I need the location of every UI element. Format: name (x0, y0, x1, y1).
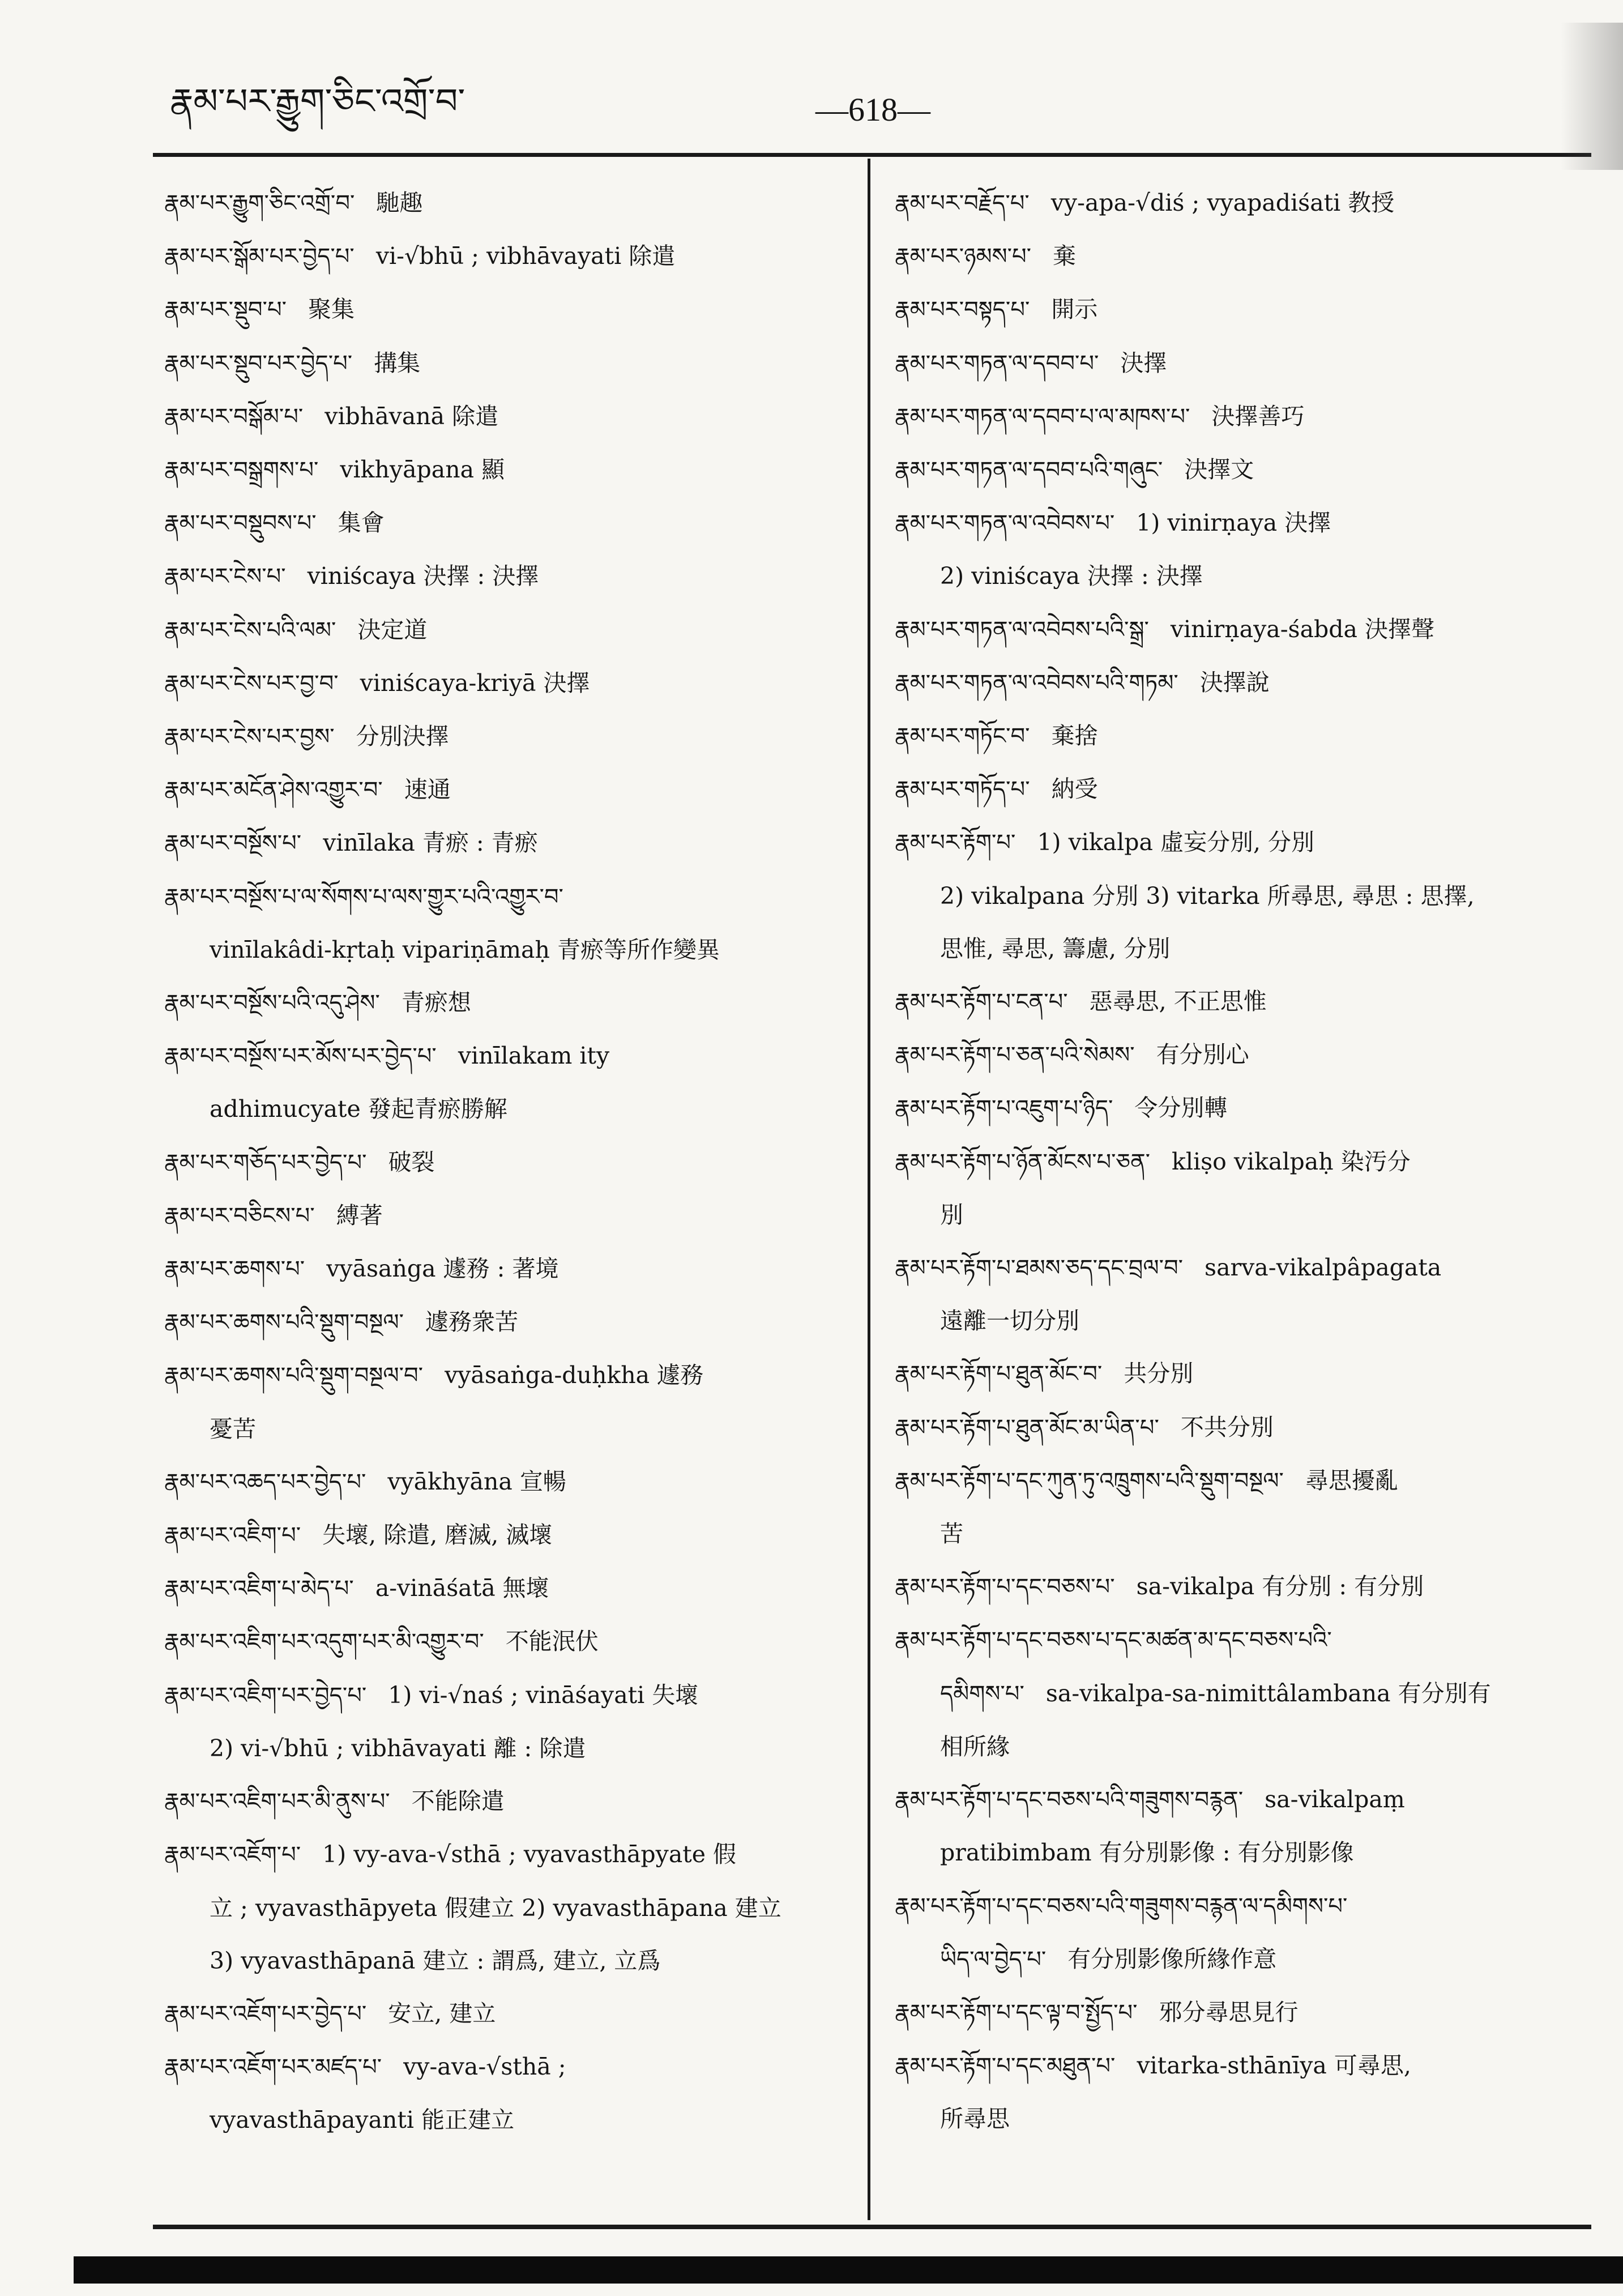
dictionary-entry (164, 1456, 855, 1509)
entry-gloss: 分別決擇 (356, 723, 449, 750)
entry-continuation-line (895, 923, 1591, 975)
entry-gloss: 2) viniścaya 決擇 : 決擇 (940, 562, 1203, 590)
dictionary-entry (895, 1880, 1591, 1933)
tibetan-headword: རྣམ་པར་འཇོག་པ་ (164, 1842, 301, 1868)
entry-gloss: a-vināśatā 無壞 (375, 1574, 549, 1602)
tibetan-headword: རྣམ་པར་བསྔོས་པ་ལ་སོགས་པ་ལས་གྱུར་པའི་འགྱུར་བ་ (164, 884, 563, 910)
entry-gloss: pratibimbam 有分別影像 : 有分別影像 (940, 1839, 1354, 1867)
entry-gloss: vy-apa-√diś ; vyapadiśati 教授 (1050, 189, 1395, 216)
entry-continuation-line (895, 550, 1591, 603)
entry-continuation-line (164, 1722, 855, 1775)
tibetan-headword: རྣམ་པར་རྟོག་པ་དང་མཐུན་པ་ (895, 2053, 1116, 2080)
entry-gloss: vyāsaṅga-duḥkha 遽務 (445, 1362, 704, 1389)
entry-gloss: vikhyāpana 顯 (340, 456, 505, 484)
dictionary-entry (164, 1349, 855, 1402)
entry-gloss: 苦 (940, 1520, 963, 1548)
dictionary-entry (164, 817, 855, 870)
entry-gloss: 1) vy-ava-√sthā ; vyavasthāpyate 假 (322, 1841, 737, 1868)
tibetan-headword: དམིགས་པ་ (940, 1680, 1024, 1707)
tibetan-headword: རྣམ་པར་རྟོག་པ་དང་ལྟ་བ་སྤྱོད་པ་ (895, 1999, 1138, 2026)
tibetan-headword: རྣམ་པར་འཇོག་པར་བྱེད་པ་ (164, 2000, 367, 2027)
entry-gloss: vy-ava-√sthā ; (403, 2053, 566, 2081)
entry-gloss: sa-vikalpa 有分別 : 有分別 (1136, 1573, 1424, 1601)
dictionary-entry (895, 1560, 1591, 1614)
tibetan-headword: རྣམ་པར་སྡུབ་པ་ (164, 297, 287, 323)
entry-gloss: 邪分尋思見行 (1159, 1998, 1299, 2026)
dictionary-entry (895, 1986, 1591, 2039)
entry-gloss: 破裂 (388, 1148, 435, 1176)
entry-gloss: 3) vyavasthāpanā 建立 : 謂爲, 建立, 立爲 (210, 1947, 661, 1974)
dictionary-entry (164, 177, 855, 230)
entry-gloss: 決擇說 (1199, 668, 1270, 696)
entry-continuation-line (164, 1403, 855, 1456)
dictionary-entry (164, 763, 855, 817)
entry-gloss: 馳趣 (376, 189, 423, 216)
entry-gloss: 1) vi-√naś ; vināśayati 失壞 (388, 1681, 699, 1709)
entry-gloss: 有分別影像所緣作意 (1067, 1945, 1277, 1973)
entry-gloss: 惡尋思, 不正思惟 (1089, 988, 1267, 1015)
entry-gloss: 集會 (338, 509, 385, 537)
dictionary-entry (164, 604, 855, 657)
dictionary-entry (164, 976, 855, 1030)
tibetan-headword: རྣམ་པར་ངེས་པར་བྱས་ (164, 724, 335, 750)
dictionary-entry (895, 656, 1591, 710)
tibetan-headword: རྣམ་པར་རྟོག་པ་དང་བཅས་པ་དང་མཚན་མ་དང་བཅས་པའི་ (895, 1627, 1332, 1654)
entry-continuation-line (164, 2094, 855, 2146)
tibetan-headword: རྣམ་པར་མངོན་ཤེས་འགྱུར་བ་ (164, 777, 383, 804)
entry-gloss: adhimucyate 發起青瘀勝解 (210, 1095, 507, 1123)
entry-gloss: 搆集 (374, 349, 421, 377)
tibetan-headword: རྣམ་པར་རྟོག་པ་ཐམས་ཅད་དང་བྲལ་བ་ (895, 1255, 1184, 1282)
entry-gloss: 決定道 (357, 616, 428, 643)
scan-edge-band (74, 2256, 1623, 2284)
tibetan-headword: རྣམ་པར་རྟོག་པ་དང་ཀུན་ཏུ་འཁྲུགས་པའི་སྡུག་བསྔལ་ (895, 1467, 1284, 1494)
entry-gloss: 安立, 建立 (388, 1999, 496, 2027)
dictionary-entry (164, 1136, 855, 1189)
entry-gloss: 不能除遣 (411, 1787, 505, 1815)
left-column (164, 177, 855, 2147)
tibetan-headword: རྣམ་པར་རྟོག་པ་ངན་པ་ (895, 989, 1068, 1015)
dictionary-entry (895, 283, 1591, 336)
tibetan-headword: རྣམ་པར་བསྒྲགས་པ་ (164, 457, 319, 484)
scan-corner-shadow (1561, 23, 1623, 170)
entry-gloss: vi-√bhū ; vibhāvayati 除遣 (375, 242, 676, 270)
tibetan-headword: རྣམ་པར་གཏན་ལ་དབབ་པ་ (895, 350, 1099, 377)
entry-continuation-line (895, 1508, 1591, 1560)
dictionary-entry (895, 1454, 1591, 1508)
tibetan-headword: རྣམ་པར་གཏན་ལ་དབབ་པའི་གཞུང་ (895, 457, 1163, 484)
tibetan-headword: རྣམ་པར་འཇིག་པར་བྱེད་པ་ (164, 1682, 367, 1709)
entry-gloss: sa-vikalpaṃ (1265, 1786, 1405, 1813)
tibetan-headword: རྣམ་པར་འཇིག་པ་མེད་པ་ (164, 1576, 354, 1602)
tibetan-headword: ཡིད་ལ་བྱེད་པ་ (940, 1946, 1047, 1973)
tibetan-headword: རྣམ་པར་བསྡུབས་པ་ (164, 510, 317, 537)
entry-continuation-line (895, 1295, 1591, 1347)
dictionary-entry (164, 2041, 855, 2094)
dictionary-entry (895, 1347, 1591, 1401)
entry-gloss: 決擇 (1120, 349, 1167, 377)
tibetan-headword: རྣམ་པར་རྟོག་པ་ཐུན་མོང་མ་ཡིན་པ་ (895, 1414, 1159, 1441)
dictionary-entry (164, 1669, 855, 1722)
tibetan-headword: རྣམ་པར་རྟོག་པ་དང་བཅས་པ་ (895, 1574, 1115, 1601)
entry-gloss: 棄 (1053, 242, 1077, 270)
entry-gloss: 決擇文 (1184, 456, 1254, 484)
entry-continuation-line (895, 1721, 1591, 1773)
entry-continuation-line (164, 924, 855, 976)
entry-gloss: 別 (940, 1201, 963, 1228)
tibetan-headword: རྣམ་པར་གཏོད་པ་ (895, 776, 1030, 803)
entry-gloss: 憂苦 (210, 1415, 256, 1443)
tibetan-headword: རྣམ་པར་སྡུབ་པར་བྱེད་པ་ (164, 350, 353, 377)
tibetan-headword: རྣམ་པར་ཆགས་པའི་སྡུག་བསྔལ་ (164, 1309, 404, 1336)
dictionary-entry (164, 1775, 855, 1828)
dictionary-entry (164, 1296, 855, 1349)
entry-gloss: 不共分別 (1180, 1413, 1274, 1441)
dictionary-entry (164, 337, 855, 390)
entry-gloss: sa-vikalpa-sa-nimittâlambana 有分別有 (1045, 1679, 1491, 1707)
dictionary-entry (895, 177, 1591, 230)
dictionary-entry (164, 550, 855, 603)
tibetan-headword: རྣམ་པར་འཇིག་པར་འདུག་པར་མི་འགྱུར་བ་ (164, 1629, 484, 1655)
tibetan-headword: རྣམ་པར་བཅིངས་པ་ (164, 1202, 315, 1229)
entry-gloss: 2) vi-√bhū ; vibhāvayati 離 : 除遣 (210, 1734, 586, 1762)
entry-gloss: 聚集 (308, 296, 355, 323)
tibetan-headword: རྣམ་པར་ཆགས་པ་ (164, 1256, 305, 1283)
entry-gloss: vitarka-sthānīya 可尋思, (1137, 2052, 1411, 2080)
entry-gloss: vyāsaṅga 遽務 : 著境 (326, 1255, 559, 1283)
tibetan-headword: རྣམ་པར་སྒོམ་པར་བྱེད་པ་ (164, 244, 355, 270)
tibetan-headword: རྣམ་པར་རྟོག་པ་ཐུན་མོང་བ་ (895, 1361, 1103, 1388)
dictionary-entry (895, 1028, 1591, 1082)
dictionary-entry (164, 710, 855, 763)
entry-gloss: 1) vikalpa 虛妄分別, 分別 (1037, 829, 1315, 856)
tibetan-headword: རྣམ་པར་ངེས་པ་ (164, 564, 286, 590)
dictionary-entry (895, 390, 1591, 443)
entry-gloss: 縛著 (336, 1201, 383, 1229)
entry-gloss: 決擇善巧 (1211, 402, 1305, 430)
dictionary-entry (895, 816, 1591, 869)
tibetan-headword: རྣམ་པར་རྟོག་པ་འཇུག་པ་ཉིད་ (895, 1095, 1113, 1122)
dictionary-entry (164, 1615, 855, 1668)
dictionary-entry (164, 443, 855, 497)
tibetan-headword: རྣམ་པར་རྒྱུག་ཅིང་འགྲོ་བ་ (164, 190, 355, 216)
tibetan-headword: རྣམ་པར་ཆགས་པའི་སྡུག་བསྔལ་བ་ (164, 1363, 424, 1389)
tibetan-headword: རྣམ་པར་འཆད་པར་བྱེད་པ་ (164, 1469, 366, 1495)
dictionary-entry (895, 497, 1591, 550)
tibetan-headword: རྣམ་པར་གཏོང་བ་ (895, 723, 1030, 750)
dictionary-entry (164, 1189, 855, 1243)
entry-gloss: vinīlaka 青瘀 : 青瘀 (323, 829, 538, 857)
footer-rule (153, 2225, 1591, 2229)
dictionary-entry (164, 1828, 855, 1881)
tibetan-headword: རྣམ་པར་རྟོག་པ་ཅན་པའི་སེམས་ (895, 1042, 1135, 1069)
entry-gloss: 2) vikalpana 分別 3) vitarka 所尋思, 尋思 : 思擇, (940, 882, 1475, 910)
entry-continuation-line (164, 1882, 855, 1935)
entry-continuation-line (895, 1189, 1591, 1241)
dictionary-entry (895, 1614, 1591, 1667)
entry-gloss: 思惟, 尋思, 籌慮, 分別 (940, 934, 1171, 962)
entry-continuation-line (895, 1667, 1591, 1721)
entry-gloss: sarva-vikalpâpagata (1205, 1254, 1442, 1282)
entry-gloss: vyākhyāna 宣暢 (387, 1467, 566, 1495)
entry-gloss: 立 ; vyavasthāpyeta 假建立 2) vyavasthāpana 建立 (210, 1894, 781, 1922)
entry-gloss: 遠離一切分別 (940, 1307, 1079, 1335)
dictionary-entry (895, 1401, 1591, 1454)
entry-gloss: 1) vinirṇaya 決擇 (1136, 509, 1331, 537)
entry-gloss: vyavasthāpayanti 能正建立 (210, 2106, 515, 2134)
tibetan-headword: རྣམ་པར་རྟོག་པ་ཉོན་མོངས་པ་ཅན་ (895, 1149, 1151, 1175)
dictionary-entry (164, 1243, 855, 1296)
tibetan-headword: རྣམ་པར་འཇིག་པ་ (164, 1522, 301, 1549)
entry-gloss: 失壞, 除遣, 磨滅, 滅壞 (322, 1521, 553, 1549)
dictionary-entry (895, 1773, 1591, 1826)
dictionary-entry (164, 1987, 855, 2041)
dictionary-entry (164, 390, 855, 443)
tibetan-headword: རྣམ་པར་རྟོག་པ་དང་བཅས་པའི་གཟུགས་བརྙན་ལ་དམིགས་པ་ (895, 1893, 1348, 1919)
entry-gloss: 不能泯伏 (505, 1628, 599, 1655)
entry-gloss: 棄捨 (1051, 722, 1098, 750)
entry-continuation-line (895, 2093, 1591, 2145)
tibetan-headword: རྣམ་པར་བསྔོས་པ་ (164, 830, 302, 857)
entry-gloss: kliṣo vikalpaḥ 染汚分 (1172, 1147, 1411, 1175)
tibetan-headword: རྣམ་པར་གཏན་ལ་འབེབས་པ་ (895, 510, 1115, 537)
tibetan-headword: རྣམ་པར་འཇིག་པར་མི་ནུས་པ་ (164, 1789, 390, 1815)
dictionary-entry (164, 1030, 855, 1083)
tibetan-headword: རྣམ་པར་བསྔོས་པའི་འདུ་ཤེས་ (164, 990, 380, 1017)
tibetan-headword: རྣམ་པར་གཏན་ལ་དབབ་པ་ལ་མཁས་པ་ (895, 403, 1190, 430)
tibetan-headword: རྣམ་པར་ངེས་པར་བྱ་བ་ (164, 670, 339, 697)
entry-gloss: 開示 (1051, 296, 1098, 323)
entry-gloss: viniścaya 決擇 : 決擇 (307, 562, 539, 590)
dictionary-entry (164, 657, 855, 710)
dictionary-entry (895, 443, 1591, 497)
dictionary-entry (895, 2039, 1591, 2093)
entry-gloss: 所尋思 (940, 2105, 1010, 2133)
tibetan-headword: རྣམ་པར་འཇོག་པར་མཛད་པ་ (164, 2054, 382, 2081)
tibetan-headword: རྣམ་པར་ངེས་པའི་ལམ་ (164, 617, 336, 643)
tibetan-headword: རྣམ་པར་རྟོག་པ་ (895, 830, 1016, 856)
entry-gloss: 相所緣 (940, 1732, 1010, 1760)
entry-gloss: viniścaya-kriyā 決擇 (360, 669, 590, 697)
dictionary-entry (895, 1241, 1591, 1295)
entry-gloss: 速通 (404, 776, 451, 804)
dictionary-entry (895, 1082, 1591, 1135)
tibetan-headword: རྣམ་པར་གཏན་ལ་འབེབས་པའི་སྒྲ་ (895, 616, 1149, 643)
dictionary-entry (164, 870, 855, 924)
tibetan-headword: རྣམ་པར་གཏན་ལ་འབེབས་པའི་གཏམ་ (895, 669, 1178, 696)
dictionary-entry (164, 497, 855, 550)
entry-continuation-line (164, 1083, 855, 1136)
running-header-title: རྣམ་པར་རྒྱུག་ཅིང་འགྲོ་བ་ (170, 80, 465, 122)
right-column (895, 177, 1591, 2146)
tibetan-headword: རྣམ་པར་བསྟད་པ་ (895, 297, 1030, 323)
entry-gloss: vinirṇaya-śabda 決擇聲 (1170, 615, 1434, 643)
entry-gloss: 令分別轉 (1134, 1094, 1228, 1122)
dictionary-entry (164, 1562, 855, 1615)
dictionary-entry (895, 603, 1591, 656)
entry-gloss: 青瘀想 (401, 989, 471, 1017)
page-number: —618— (815, 91, 930, 128)
entry-gloss: 尋思擾亂 (1305, 1466, 1398, 1494)
entry-gloss: 共分別 (1124, 1360, 1194, 1388)
entry-gloss: 納受 (1051, 775, 1098, 803)
dictionary-entry (895, 763, 1591, 816)
dictionary-entry (164, 283, 855, 336)
entry-continuation-line (895, 870, 1591, 923)
tibetan-headword: རྣམ་པར་བསྔོས་པར་མོས་པར་བྱེད་པ་ (164, 1043, 437, 1070)
header-rule (153, 153, 1591, 157)
entry-gloss: vinīlakam ity (458, 1042, 610, 1070)
dictionary-entry (164, 230, 855, 283)
dictionary-entry (164, 1509, 855, 1562)
entry-continuation-line (895, 1826, 1591, 1879)
entry-gloss: 遽務衆苦 (425, 1308, 519, 1336)
entry-continuation-line (895, 1933, 1591, 1986)
tibetan-headword: རྣམ་པར་བརྗོད་པ་ (895, 190, 1030, 216)
entry-gloss: 有分別心 (1156, 1041, 1249, 1069)
dictionary-entry (895, 975, 1591, 1028)
dictionary-entry (895, 1136, 1591, 1189)
tibetan-headword: རྣམ་པར་རྟོག་པ་དང་བཅས་པའི་གཟུགས་བརྙན་ (895, 1787, 1244, 1813)
dictionary-entry (895, 230, 1591, 283)
tibetan-headword: རྣམ་པར་ཉམས་པ་ (895, 244, 1032, 270)
entry-continuation-line (164, 1935, 855, 1987)
entry-gloss: vibhāvanā 除遣 (324, 402, 499, 430)
dictionary-entry (895, 710, 1591, 763)
tibetan-headword: རྣམ་པར་གཅོད་པར་བྱེད་པ་ (164, 1149, 367, 1176)
entry-gloss: vinīlakâdi-kṛtaḥ vipariṇāmaḥ 青瘀等所作變異 (210, 936, 720, 963)
dictionary-entry (895, 337, 1591, 390)
column-divider (868, 159, 870, 2220)
tibetan-headword: རྣམ་པར་བསྒོམ་པ་ (164, 403, 304, 430)
